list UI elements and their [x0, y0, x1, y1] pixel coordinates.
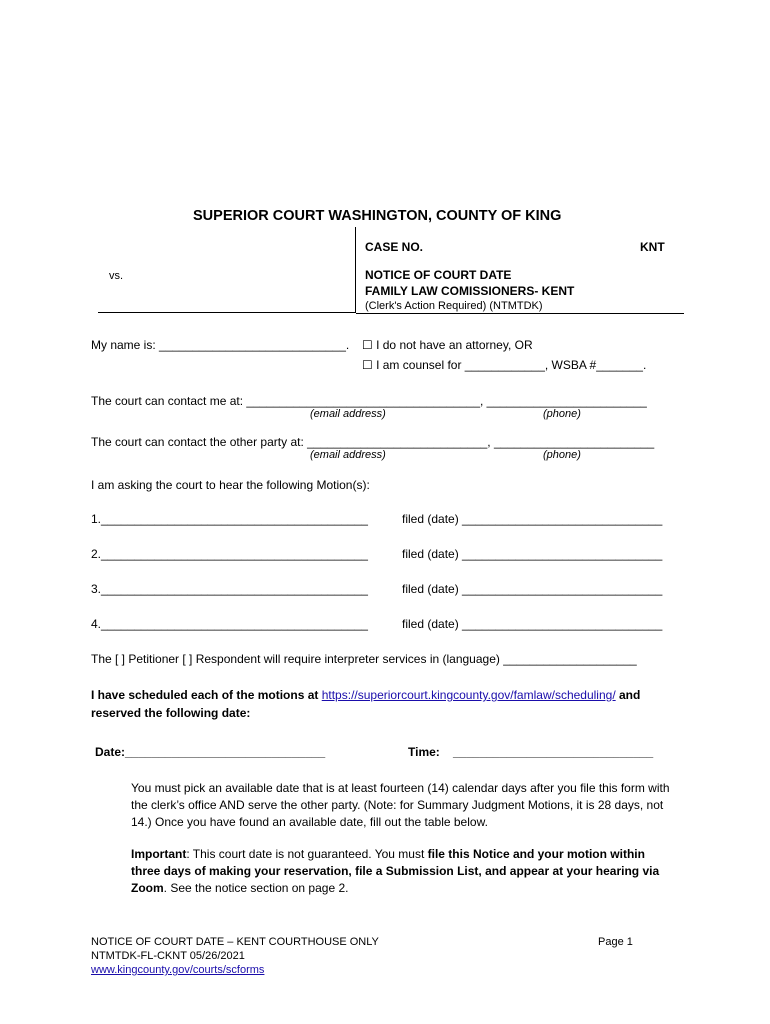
schedule-and: and [615, 688, 641, 702]
date-field[interactable]: Date:______________________________ [95, 745, 326, 759]
phone-caption: (phone) [543, 408, 581, 420]
caption-left-rule [98, 312, 356, 313]
case-no-label: CASE NO. [365, 240, 424, 254]
motions-intro: I am asking the court to hear the following Motion(s): [91, 478, 370, 492]
notice-title-1: NOTICE OF COURT DATE [365, 268, 512, 282]
schedule-line-1 [91, 688, 640, 702]
email-caption-other: (email address) [310, 449, 386, 461]
instructions-paragraph: You must pick an available date that is at least fourteen (14) calendar days after you file this form with the clerk’s office AND serve the other party. (Note: for Summary Judgment Motions, it is 28 days, not 14.) Once you have found an available date, fill out the table below. [131, 781, 670, 829]
court-title: SUPERIOR COURT WASHINGTON, COUNTY OF KING [193, 208, 562, 224]
notice-subtitle: (Clerk's Action Required) (NTMTDK) [365, 300, 543, 312]
important-label: Important [131, 847, 187, 861]
footer-line-2: NTMTDK-FL-CKNT 05/26/2021 [91, 950, 245, 962]
important-end-text: . See the notice section on page 2. [163, 881, 349, 895]
contact-other-field[interactable]: The court can contact the other party at: ___________________________, ________________________ [91, 435, 655, 449]
interpreter-line[interactable]: The [ ] Petitioner [ ] Respondent will require interpreter services in (language) ____________________ [91, 652, 637, 666]
contact-me-field[interactable]: The court can contact me at: ___________________________________, ________________________ [91, 394, 647, 408]
my-name-field[interactable]: My name is: ____________________________. [91, 338, 350, 352]
important-paragraph [131, 846, 676, 897]
page-number: Page 1 [598, 936, 633, 948]
motion-2-filed-date[interactable]: filed (date) ______________________________ [402, 547, 663, 561]
time-label: Time: [408, 745, 440, 759]
important-text: : This court date is not guaranteed. You must [186, 847, 428, 861]
footer-line-1: NOTICE OF COURT DATE – KENT COURTHOUSE ONLY [91, 936, 379, 948]
time-field[interactable]: ______________________________ [453, 745, 654, 759]
schedule-text: I have scheduled each of the motions at [91, 688, 322, 702]
motion-3-field[interactable]: 3.________________________________________ [91, 582, 368, 596]
caption-right-rule [356, 313, 684, 314]
motion-4-filed-date[interactable]: filed (date) ______________________________ [402, 617, 663, 631]
caption-divider [355, 227, 356, 313]
counsel-for-checkbox[interactable]: ☐ I am counsel for ____________, WSBA #_______. [362, 358, 647, 372]
no-attorney-checkbox[interactable]: ☐ I do not have an attorney, OR [362, 338, 533, 352]
footer-forms-link[interactable]: www.kingcounty.gov/courts/scforms [91, 964, 265, 976]
schedule-line-2: reserved the following date: [91, 706, 251, 720]
vs-label: vs. [109, 270, 124, 282]
scheduling-link[interactable]: https://superiorcourt.kingcounty.gov/famlaw/scheduling/ [321, 688, 616, 702]
phone-caption-other: (phone) [543, 449, 581, 461]
motion-2-field[interactable]: 2.________________________________________ [91, 547, 368, 561]
case-suffix: KNT [640, 240, 665, 254]
important-bold-text: file this Notice and your motion within three days of making your reservation, file a Submission List, and appear at your hearing via Zoom [131, 847, 660, 895]
motion-4-field[interactable]: 4.________________________________________ [91, 617, 368, 631]
motion-1-filed-date[interactable]: filed (date) ______________________________ [402, 512, 663, 526]
email-caption: (email address) [310, 408, 386, 420]
motion-1-field[interactable]: 1.________________________________________ [91, 512, 368, 526]
motion-3-filed-date[interactable]: filed (date) ______________________________ [402, 582, 663, 596]
notice-title-2: FAMILY LAW COMISSIONERS- KENT [365, 284, 575, 298]
